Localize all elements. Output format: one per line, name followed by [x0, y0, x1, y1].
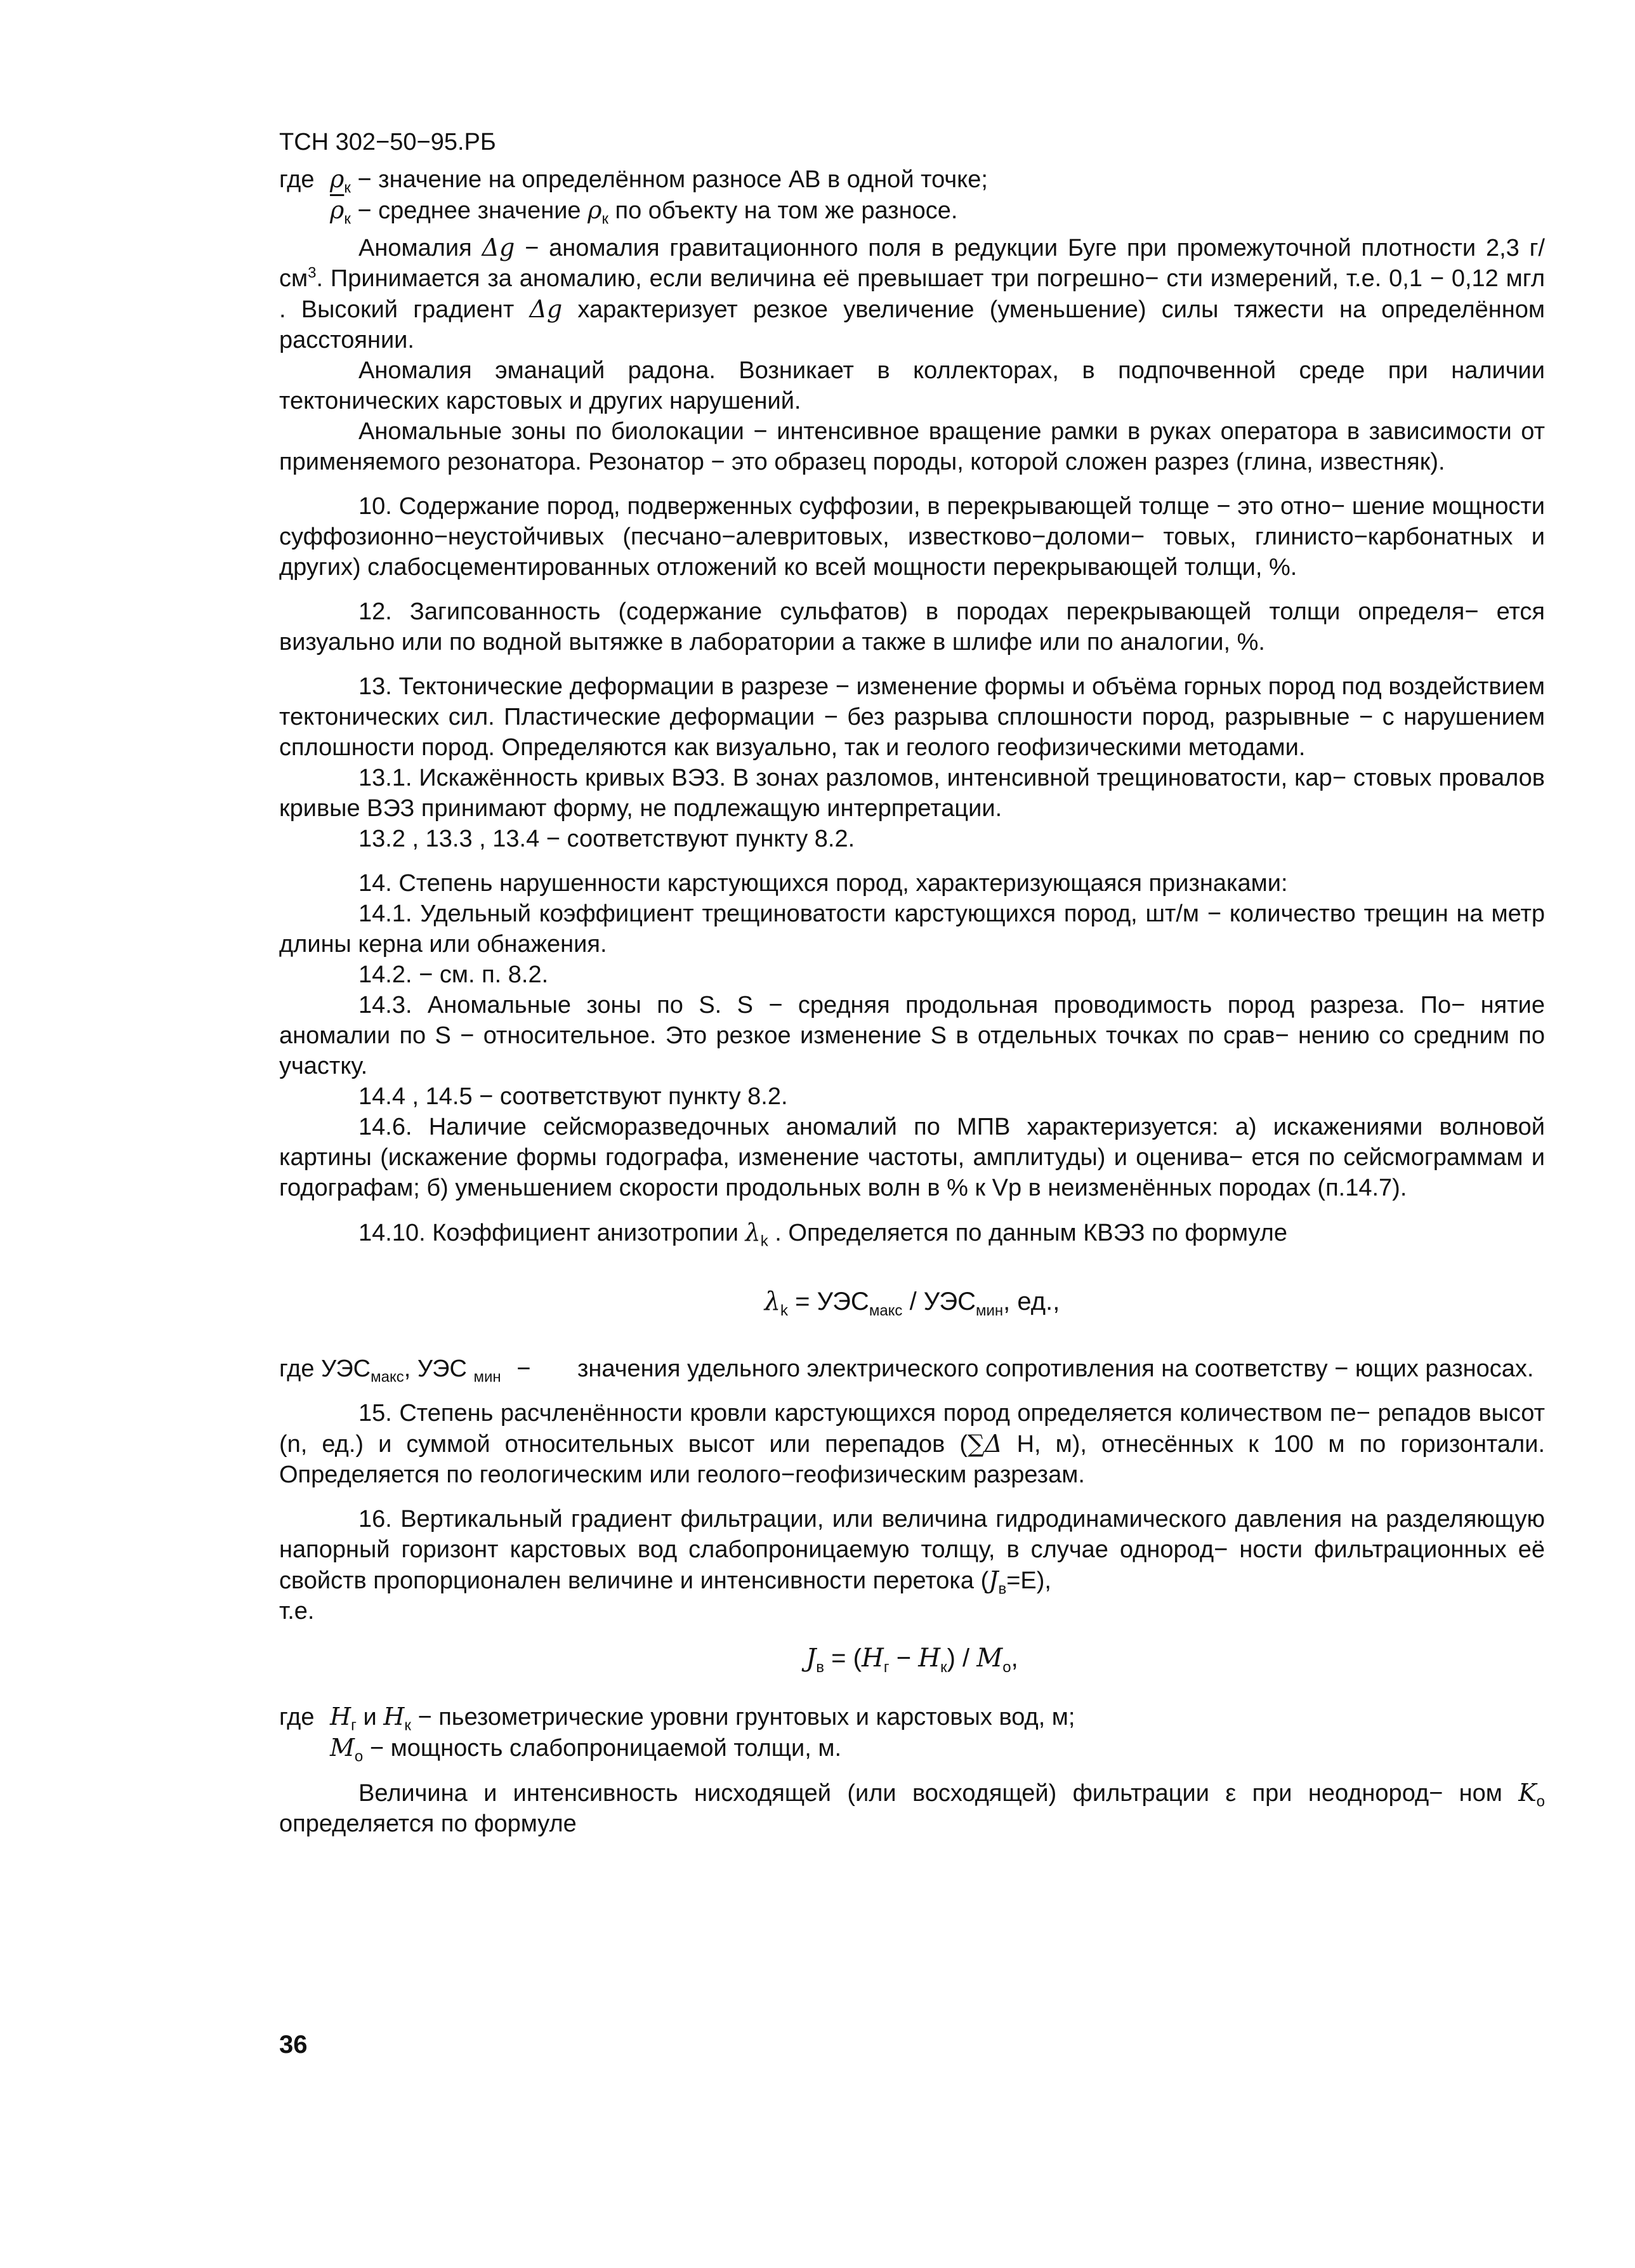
paragraph-14-4: 14.4 , 14.5 − соответствуют пункту 8.2. — [358, 1083, 788, 1110]
paragraph-biolocation: Аномальные зоны по биолокации − интенсивное вращение рамки в руках оператора в зависимости от применяемого резонатора. Резонатор − это образец породы, которой сложен разрез (глина, известняк). — [279, 418, 1545, 475]
paragraph-14-2: 14.2. − см. п. 8.2. — [358, 961, 549, 988]
definition-resistivity — [279, 1354, 1545, 1384]
paragraph-10: 10. Содержание пород, подверженных суффозии, в перекрывающей толще − это отно− шение мощности суффозионно−неустойчивых (песчано−алевритовых, известково−доломи− товых, глинисто−карбонатных и других) слабосцементированных отложений ко всей мощности перекрывающей толщи, %. — [279, 493, 1545, 581]
paragraph-radon-anomaly: Аномалия эманаций радона. Возникает в коллекторах, в подпочвенной среде при наличии тектонических карстовых и других нарушений. — [279, 357, 1545, 414]
paragraph-13-1: 13.1. Искажённость кривых ВЭЗ. В зонах разломов, интенсивной трещиноватости, кар− стовых провалов кривые ВЭЗ принимают форму, не подлежащую интерпретации. — [279, 765, 1545, 822]
paragraph-14-1: 14.1. Удельный коэффициент трещиноватости карстующихся пород, шт/м − количество трещин на метр длины керна или обнажения. — [279, 900, 1545, 958]
formula-anisotropy: $\lambda_k = УЭС_{макс} / УЭС_{мин}$, ед., — [764, 1287, 1060, 1319]
paragraph-13: 13. Тектонические деформации в разрезе − изменение формы и объёма горных пород под воздействием тектонических сил. Пластические деформации − без разрыва сплошности пород, разрывные − с нарушением сплошности пород. Определяются как визуально, так и геолого геофизическими методами. — [279, 673, 1545, 761]
document-page — [279, 127, 1545, 1839]
paragraph-gravity-anomaly: Аномалия Δg − аномалия гравитационного поля в редукции Буге при промежуточной плотности 2,3 $г/см^3$. Принимается за аномалию, если величина её превышает три погрешно− сти измерений, т.е. 0,1 − 0,12 мгл . Высокий градиент Δg характеризует резкое увеличение (уменьшение) силы тяжести на определённом расстоянии. — [279, 234, 1545, 353]
paragraph-12: 12. Загипсованность (содержание сульфатов) в породах перекрывающей толщи определя− ется визуально или по водной вытяжке в лаборатории а также в шлифе или по аналогии, %. — [279, 598, 1545, 656]
paragraph-14: 14. Степень нарушенности карстующихся пород, характеризующаяся признаками: — [358, 870, 1288, 897]
definition-text: $\overline{\rho}_к$ − среднее значение $\rho_к$ по объекту на том же разносе. — [330, 196, 958, 228]
paragraph-14-3: 14.3. Аномальные зоны по S. S − средняя продольная проводимость пород разреза. По− нятие аномалии по S − относительное. Это резкое изменение S в отдельных точках по срав− нению со средним по участку. — [279, 992, 1545, 1079]
paragraph-16-te: т.е. — [279, 1598, 315, 1625]
definition-rho-k — [279, 164, 1545, 195]
definition-thickness — [279, 1732, 1545, 1764]
definition-rho-k-mean — [279, 195, 1545, 226]
paragraph-16: 16. Вертикальный градиент фильтрации, или величина гидродинамического давления на разделяющую напорный горизонт карстовых вод слабопроницаемую толщу, в случае однород− ности фильтрационных её свойств пропорционален величине и интенсивности перетока $(J_в=E)$, — [279, 1506, 1545, 1598]
paragraph-14-6: 14.6. Наличие сейсморазведочных аномалий по МПВ характеризуется: а) искажениями волновой картины (искажение формы годографа, изменение частоты, амплитуды) и оценива− ется по сейсмограммам и годографам; б) уменьшением скорости продольных волн в % к Vp в неизменённых породах (п.14.7). — [279, 1114, 1545, 1201]
paragraph-13-2: 13.2 , 13.3 , 13.4 − соответствуют пункту 8.2. — [358, 826, 855, 852]
document-code-header: ТСН 302−50−95.РБ — [279, 129, 496, 155]
definition-lhs: где $УЭС_{макс}$, УЭС $_{мин}$ − — [279, 1355, 531, 1386]
definition-text: $M_о$ − мощность слабопроницаемой толщи, м. — [330, 1734, 842, 1765]
definition-text: $H_г$ и $H_к$ − пьезометрические уровни грунтовых и карстовых вод, м; — [330, 1703, 1075, 1734]
paragraph-15: 15. Степень расчленённости кровли карстующихся пород определяется количеством пе− репадов высот (n, ед.) и суммой относительных высот или перепадов (∑Δ H, м), отнесённых к 100 м по горизонтали. Определяется по геологическим или геолого−геофизическим разрезам. — [279, 1400, 1545, 1488]
page-number: 36 — [279, 2031, 308, 2059]
definition-piezometric-levels: где $H_г$ и $H_к$ − пьезометрические уровни грунтовых и карстовых вод, м; — [279, 1703, 1075, 1734]
paragraph-filtration: Величина и интенсивность нисходящей (или восходящей) фильтрации ε при неоднород− ном $K_о$ определяется по формуле — [279, 1779, 1545, 1837]
definition-rhs: значения удельного электрического сопротивления на соответству − ющих разносах. — [577, 1355, 1534, 1382]
definition-text: $\rho_к$ − значение на определённом разносе АВ в одной точке; — [330, 165, 988, 197]
formula-vertical-gradient: $J_в = (H_г - H_к) / M_о$, — [806, 1644, 1018, 1676]
where-label: где — [279, 166, 315, 193]
paragraph-14-10: 14.10. Коэффициент анизотропии $\lambda_k$ . Определяется по данным КВЭЗ по формуле — [358, 1218, 1287, 1250]
